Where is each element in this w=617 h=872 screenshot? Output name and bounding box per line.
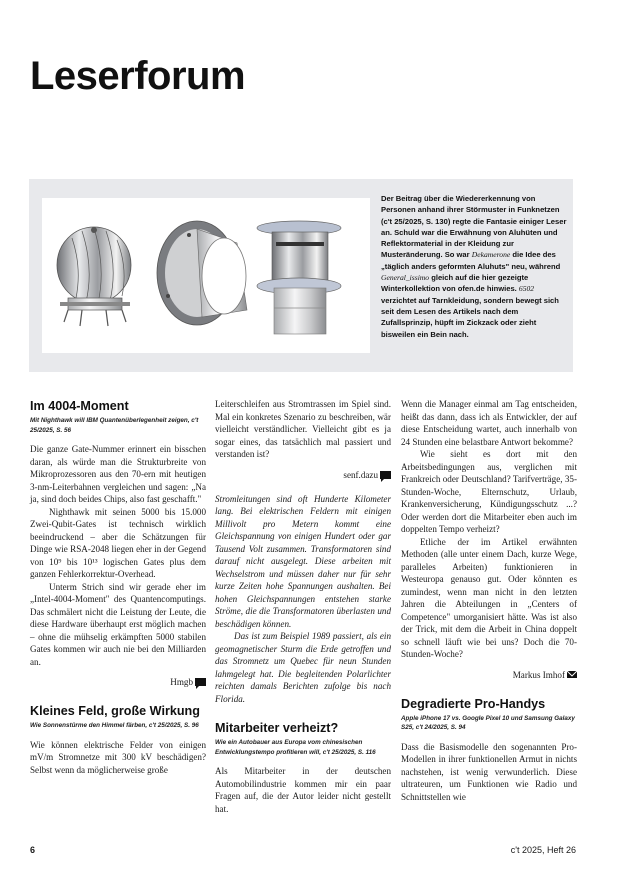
- column-2: [215, 398, 391, 815]
- winter-collection-photo: [42, 198, 370, 353]
- paragraph: Wenn die Manager einmal am Tag entscheiden, heißt das dann, dass ich als Entwickler, der auf diese Entscheidung wartet, auch innerhalb von 24 Stunden eine belastbare Antwort bekomme?: [401, 399, 577, 447]
- page-number: 6: [30, 845, 36, 855]
- letter-4004-moment: [30, 398, 206, 688]
- letter-heading: Im 4004-Moment: [30, 399, 129, 413]
- paragraph: Nighthawk mit seinen 5000 bis 15.000 Zwei-Qubit-Gates ist technisch wirklich beeindruckend – aber die Schätzungen für Dinge wie RSA-2048 liegen eher in der Gegend von 10⁹ bis 10¹³ logischen Gates plus dem ganzen Fehlerkorrektur-Overhead.: [30, 506, 206, 580]
- feature-box: [29, 179, 573, 372]
- article-reference: Wie ein Autobauer aus Europa vom chinesischen Entwicklungstempo profitieren will, c't 25/2025, S. 116: [215, 739, 376, 756]
- article-reference: Mit Nighthawk will IBM Quantenüberlegenheit zeigen, c't 25/2025, S. 56: [30, 417, 199, 434]
- author-signature: senf.dazu: [215, 469, 391, 481]
- letter-degradierte-pro-handys: [401, 696, 577, 804]
- chimney-cap-icon: [257, 221, 341, 334]
- author-signature: Hmgb: [30, 676, 206, 688]
- paragraph: Dass die Basismodelle den sogenannten Pro-Modellen in ihrer funktionellen Armut in nichts nachstehen, ist wenig verwunderlich. Diese ultrateuren, um Funktionen wie Radio und Schnittstellen wie: [401, 741, 577, 802]
- page-title: Leserforum: [30, 54, 246, 98]
- paragraph: Das ist zum Beispiel 1989 passiert, als ein geomagnetischer Sturm die Erde getroffen und das Stromnetz um Quebec für neun Stunden lahmgelegt hat. Die begleitenden Polarlichter reichten damals Berichten zufolge bis nach Florida.: [215, 631, 391, 704]
- author-signature: Markus Imhof: [401, 669, 577, 681]
- letter-mitarbeiter-verheizt: [215, 720, 391, 815]
- paragraph: Als Mitarbeiter in der deutschen Automobilindustrie kommen mir ein paar Fragen auf, die der Autor leider nicht gestellt hat.: [215, 766, 391, 814]
- paragraph: Die ganze Gate-Nummer erinnert ein bisschen daran, als würde man die Strukturbreite von Mikroprozessoren aus den 70-ern mit heutigen 3-nm-Leiterbahnen vergleichen und sagen: „Na ja, sind doch beides Chips, also fast geschafft.": [30, 444, 206, 505]
- paragraph: Wie können elektrische Felder von einigen mV/m Stromnetze mit 300 kV beschädigen? Selbst wenn da möglicherweise große: [30, 739, 206, 775]
- article-reference: Apple iPhone 17 vs. Google Pixel 10 und Samsung Galaxy S25, c't 24/2025, S. 94: [401, 714, 575, 732]
- column-1: [30, 398, 206, 776]
- username: Dekamerone: [471, 250, 511, 260]
- letter-heading: Mitarbeiter verheizt?: [215, 721, 339, 735]
- username: General_issimo: [381, 273, 430, 283]
- letter-heading: Degradierte Pro-Handys: [401, 696, 546, 711]
- paragraph: Leiterschleifen aus Stromtrassen im Spiel sind. Mal ein konkretes Szenario zu beschreiben, wär vielleicht verständlicher. Vielleicht gibt es ja sogar eines, das tatsächlich mal passiert und verstanden ist?: [215, 399, 391, 459]
- editorial-reply: [215, 493, 391, 706]
- paragraph: Etliche der im Artikel erwähnten Methoden (alle unter einem Dach, kurze Wege, paralleles Arbeiten) funktionieren in Westeuropa genauso gut. Oder könnten es zumindest, wenn man nicht in den letzten Jahren die Abteilungen in „Centers of Competence" umorganisiert hätte. Was ist also der Trick, mit dem die Arbeit in China doppelt so schnell läuft wie bei uns? Doch die 70-Stunden-Woche?: [401, 536, 577, 659]
- column-3: [401, 398, 577, 803]
- product-images: [42, 198, 370, 353]
- issue-label: c't 2025, Heft 26: [510, 845, 576, 855]
- mail-icon: [567, 671, 577, 678]
- paragraph: Unterm Strich sind wir gerade eher im „Intel-4004-Moment" des Quantencomputings. Das schmälert nicht die Leistung der Leute, die diese Hardware überhaupt erst möglich machen – ohne die mühselig erkämpften 5000 stabilen Gates kommen wir auch nie bei den Milliarden an.: [30, 581, 206, 667]
- feature-caption: Der Beitrag über die Wiedererkennung von Personen anhand ihrer Störmuster in Funknetzen (c't 25/2025, S. 130) regte die Fantasie einiger Leser an. Schuld war die Erwähnung von Aluhüten und Reflektormaterial in der Kleidung zur Musteränderung. So war Dekamerone die Idee des „täglich anders geformten Aluhuts" neu, während General_issimo gleich auf die hier gezeigte Winterkollektion von ofen.de hinwies. 6502 verzichtet auf Tarnkleidung, sondern bewegt sich seit dem Lesen des Artikels nach dem Zufallsprinzip, hüpft im Zickzack oder zieht bisweilen ein Bein nach.: [381, 194, 567, 339]
- letter-heading: Kleines Feld, große Wirkung: [30, 704, 200, 719]
- forum-comment-icon: [380, 471, 391, 479]
- paragraph: Stromleitungen sind oft Hunderte Kilometer lang. Bei elektrischen Feldern mit einigen Millivolt pro Metern kommt eine Gleichspannung von einigen Hundert oder gar Tausend Volt zusammen. Transformatoren sind darauf nicht ausgelegt. Diese arbeiten mit Wechselstrom und müssen daher nur für sehr kurze Zeiten hohe Spannungen aushalten. Bei hohen Gleichspannungen entstehen starke Ströme, die die Transformatoren überlasten und beschädigen können.: [215, 493, 391, 629]
- flue-ring-icon: [157, 221, 247, 325]
- username: 6502: [518, 284, 535, 294]
- letter-kleines-feld: [30, 703, 206, 776]
- turbine-ventilator-icon: [57, 227, 131, 326]
- article-reference: Wie Sonnenstürme den Himmel färben, c't 25/2025, S. 96: [30, 722, 199, 730]
- forum-comment-icon: [195, 678, 206, 686]
- paragraph: Wie sieht es dort mit den Arbeitsbedingungen aus, verglichen mit Frankreich oder Deutschland? Tarifverträge, 35-Stunden-Woche, Elternschutz, Urlaub, Krankenversicherung, Kündigungsschutz ...? Oder werden dort die Mitarbeiter eben auch im doppelten Tempo verheizt?: [401, 449, 577, 534]
